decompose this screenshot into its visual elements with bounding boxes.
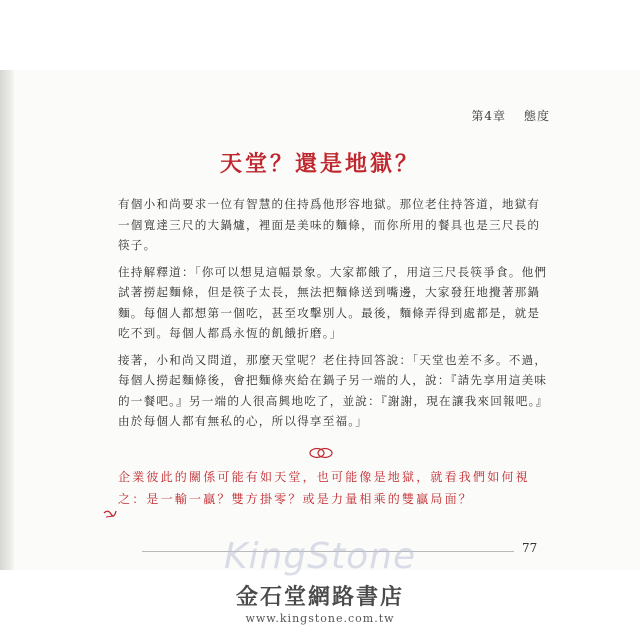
paragraph: 住持解釋道：「你可以想見這幅景象。大家都餓了，用這三尺長筷爭食。他們試著撈起麵條，但是筷子太長，無法把麵條送到嘴邊，大家發狂地攪著那鍋麵。每個人都想第一個吃，甚至攻擊別人。最後，麵條弄得到處都是，就是吃不到。每個人都爲永恆的飢餓折磨。」 (118, 264, 548, 340)
callout-paragraph: 企業彼此的關係可能有如天堂，也可能像是地獄，就看我們如何視之：是一輸一贏？雙方掛零？或是力量相乘的雙贏局面？ (118, 470, 530, 506)
watermark-url: www.kingstone.com.tw (245, 612, 395, 625)
paragraph: 接著，小和尚又問道，那麼天堂呢？老住持回答說：「天堂也差不多。不過，每個人撈起麵條後，會把麵條夾給在鍋子另一端的人，說：『請先享用這美味的一餐吧。』另一端的人很高興地吃了，並說：『謝謝，現在讓我來回報吧。』由於每個人都有無私的心，所以得享至福。」 (118, 352, 548, 428)
section-label: 態度 (523, 109, 550, 123)
handwritten-check-mark-icon (102, 506, 118, 520)
double-ring-ornament-icon (308, 447, 334, 459)
body-text (118, 194, 548, 438)
callout-text (118, 466, 558, 510)
paragraph: 有個小和尚要求一位有智慧的住持爲他形容地獄。那位老住持答道，地獄有一個寬達三尺的大鍋爐，裡面是美味的麵條，而你所用的餐具也是三尺長的筷子。 (118, 197, 541, 252)
page-binding-shadow (0, 70, 14, 570)
running-header (471, 107, 550, 124)
page-title: 天堂？還是地獄？ (219, 151, 420, 177)
chapter-label: 第4章 (471, 109, 506, 123)
watermark-store-name: 金石堂網路書店 (235, 584, 404, 610)
watermark-brand: KingStone (223, 536, 417, 577)
page-number: 77 (522, 541, 538, 555)
